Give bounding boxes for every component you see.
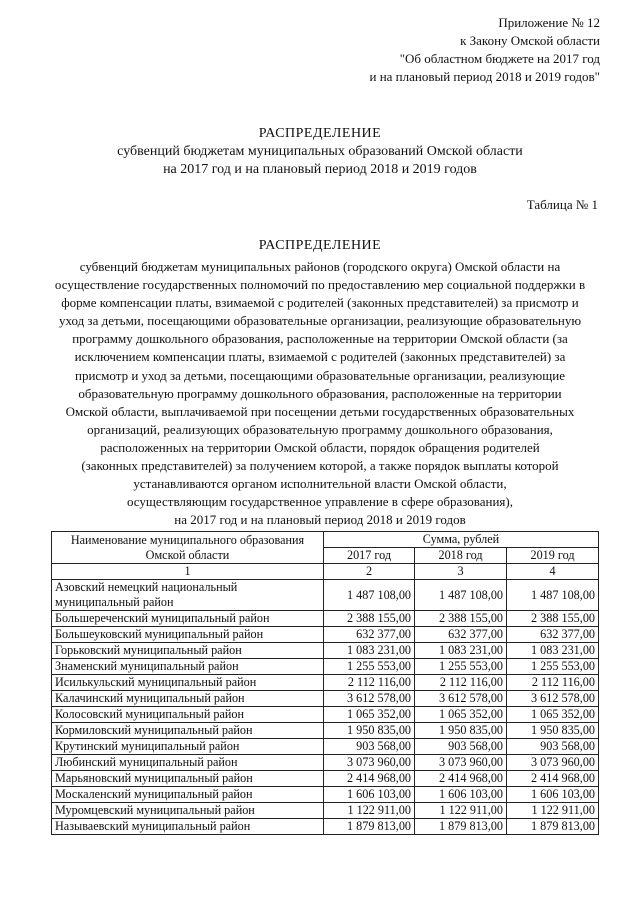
amount-2019-cell: 1 255 553,00 — [507, 659, 599, 675]
amount-2017-cell: 3 612 578,00 — [324, 691, 415, 707]
table-row — [52, 723, 599, 739]
table-row — [52, 707, 599, 723]
district-name-cell: Горьковский муниципальный район — [52, 643, 324, 659]
amount-2018-cell: 1 083 231,00 — [415, 643, 507, 659]
table-title-line: форме компенсации платы, взимаемой с родителей (законных представителей) за присмотр и — [61, 295, 579, 311]
amount-2017-cell: 1 950 835,00 — [324, 723, 415, 739]
amount-2017-cell: 2 388 155,00 — [324, 611, 415, 627]
amount-2019-cell: 2 388 155,00 — [507, 611, 599, 627]
amount-2018-cell: 1 487 108,00 — [415, 580, 507, 611]
district-name-cell: Марьяновский муниципальный район — [52, 771, 324, 787]
amount-2017-cell: 1 255 553,00 — [324, 659, 415, 675]
amount-2018-cell: 1 255 553,00 — [415, 659, 507, 675]
table-title-line: программу дошкольного образования, расположенные на территории Омской области (за — [72, 331, 568, 347]
distribution-table — [51, 531, 599, 835]
index-cell: 2 — [324, 564, 415, 580]
amount-2017-cell: 3 073 960,00 — [324, 755, 415, 771]
amount-2017-cell: 2 112 116,00 — [324, 675, 415, 691]
district-name-cell: Исилькульский муниципальный район — [52, 675, 324, 691]
amount-2019-cell: 3 612 578,00 — [507, 691, 599, 707]
table-title-line: расположенных на территории Омской области, порядок обращения родителей — [100, 439, 540, 455]
table-row — [52, 627, 599, 643]
table-row — [52, 803, 599, 819]
table-title-line: (законных представителей) за получением которой, а также порядок выплаты которой — [81, 458, 559, 474]
amount-2019-cell: 1 487 108,00 — [507, 580, 599, 611]
amount-2019-cell: 1 083 231,00 — [507, 643, 599, 659]
table-title-line: осуществляющим государственное управление в сфере образования), — [126, 494, 513, 510]
table-row — [52, 787, 599, 803]
amount-2018-cell: 2 414 968,00 — [415, 771, 507, 787]
appendix-line: и на плановый период 2018 и 2019 годов" — [369, 69, 600, 84]
amount-2019-cell: 3 073 960,00 — [507, 755, 599, 771]
amount-2019-cell: 1 065 352,00 — [507, 707, 599, 723]
table-title-line: устанавливаются органом исполнительной власти Омской области, — [133, 476, 507, 492]
amount-2019-cell: 1 879 813,00 — [507, 819, 599, 835]
district-name-cell: Муромцевский муниципальный район — [52, 803, 324, 819]
table-header-row — [52, 532, 599, 548]
amount-2019-cell: 2 414 968,00 — [507, 771, 599, 787]
header-sum-cell: Сумма, рублей — [324, 532, 599, 548]
document-title-line: субвенций бюджетам муниципальных образований Омской области — [117, 144, 523, 159]
header-year-cell: 2017 год — [324, 548, 415, 564]
table-title-line: на 2017 год и на плановый период 2018 и 2019 годов — [174, 512, 466, 528]
amount-2018-cell: 1 950 835,00 — [415, 723, 507, 739]
table-row — [52, 739, 599, 755]
table-row — [52, 675, 599, 691]
amount-2019-cell: 632 377,00 — [507, 627, 599, 643]
table-title-body — [40, 258, 600, 529]
table-title-heading: РАСПРЕДЕЛЕНИЕ — [258, 238, 382, 253]
table-title-line: исключением компенсации платы, взимаемой с родителей (законных представителей) за — [74, 349, 566, 365]
district-name-cell: Любинский муниципальный район — [52, 755, 324, 771]
table-title — [40, 237, 600, 529]
table-row — [52, 691, 599, 707]
document-title-heading: РАСПРЕДЕЛЕНИЕ — [258, 126, 382, 141]
table-label: Таблица № 1 — [526, 197, 598, 212]
amount-2018-cell: 1 606 103,00 — [415, 787, 507, 803]
amount-2018-cell: 2 388 155,00 — [415, 611, 507, 627]
index-cell: 3 — [415, 564, 507, 580]
amount-2017-cell: 1 065 352,00 — [324, 707, 415, 723]
district-name-cell: Называевский муниципальный район — [52, 819, 324, 835]
district-name-cell: Знаменский муниципальный район — [52, 659, 324, 675]
table-title-line: уход за детьми, посещающими образовательные организации, реализующие образовательную — [58, 313, 582, 329]
amount-2018-cell: 3 073 960,00 — [415, 755, 507, 771]
district-name-cell: Азовский немецкий национальный муниципальный район — [52, 580, 324, 611]
district-name-cell: Калачинский муниципальный район — [52, 691, 324, 707]
district-name-cell: Колосовский муниципальный район — [52, 707, 324, 723]
amount-2018-cell: 1 122 911,00 — [415, 803, 507, 819]
amount-2017-cell: 1 879 813,00 — [324, 819, 415, 835]
header-name-line: Наименование муниципального образования — [70, 532, 305, 547]
table-row — [52, 755, 599, 771]
table-title-line: организаций, реализующих образовательную программу дошкольного образования, — [87, 421, 553, 437]
appendix-line: Приложение № 12 — [498, 15, 600, 30]
table-title-line: присмотр и уход за детьми, посещающими образовательные организации, реализующие — [74, 367, 566, 383]
district-name-cell: Москаленский муниципальный район — [52, 787, 324, 803]
table-row — [52, 643, 599, 659]
appendix-line: "Об областном бюджете на 2017 год — [399, 51, 600, 66]
amount-2017-cell: 1 083 231,00 — [324, 643, 415, 659]
amount-2017-cell: 632 377,00 — [324, 627, 415, 643]
amount-2019-cell: 2 112 116,00 — [507, 675, 599, 691]
header-name-cell — [52, 532, 324, 564]
table-row — [52, 771, 599, 787]
amount-2019-cell: 903 568,00 — [507, 739, 599, 755]
document-title — [40, 125, 600, 179]
district-name-cell: Большеуковский муниципальный район — [52, 627, 324, 643]
district-name-cell: Большереченский муниципальный район — [52, 611, 324, 627]
table-row — [52, 659, 599, 675]
amount-2017-cell: 2 414 968,00 — [324, 771, 415, 787]
appendix-header — [369, 14, 600, 86]
table-title-line: образовательную программу дошкольного образования, расположенные на территории — [78, 385, 562, 401]
table-title-line: субвенций бюджетам муниципальных районов (городского округа) Омской области на — [79, 259, 561, 274]
amount-2018-cell: 1 879 813,00 — [415, 819, 507, 835]
table-index-row — [52, 564, 599, 580]
header-year-cell: 2018 год — [415, 548, 507, 564]
index-cell: 4 — [507, 564, 599, 580]
amount-2018-cell: 1 065 352,00 — [415, 707, 507, 723]
amount-2018-cell: 3 612 578,00 — [415, 691, 507, 707]
table-row — [52, 611, 599, 627]
amount-2017-cell: 1 606 103,00 — [324, 787, 415, 803]
table-title-line: осуществление государственных полномочий по предоставлению мер социальной поддержки в — [54, 277, 586, 293]
amount-2017-cell: 1 122 911,00 — [324, 803, 415, 819]
district-name-cell: Крутинский муниципальный район — [52, 739, 324, 755]
table-title-line: Омской области, выплачиваемой при посещении детьми государственных образовательных — [65, 403, 575, 419]
amount-2019-cell: 1 606 103,00 — [507, 787, 599, 803]
amount-2019-cell: 1 950 835,00 — [507, 723, 599, 739]
document-title-line: на 2017 год и на плановый период 2018 и 2019 годов — [163, 162, 477, 177]
header-name-line: Омской области — [145, 547, 230, 562]
index-cell: 1 — [52, 564, 324, 580]
amount-2019-cell: 1 122 911,00 — [507, 803, 599, 819]
amount-2018-cell: 632 377,00 — [415, 627, 507, 643]
header-year-cell: 2019 год — [507, 548, 599, 564]
district-name-cell: Кормиловский муниципальный район — [52, 723, 324, 739]
appendix-line: к Закону Омской области — [460, 33, 600, 48]
amount-2018-cell: 903 568,00 — [415, 739, 507, 755]
amount-2017-cell: 1 487 108,00 — [324, 580, 415, 611]
amount-2018-cell: 2 112 116,00 — [415, 675, 507, 691]
table-row — [52, 819, 599, 835]
amount-2017-cell: 903 568,00 — [324, 739, 415, 755]
table-row — [52, 580, 599, 611]
